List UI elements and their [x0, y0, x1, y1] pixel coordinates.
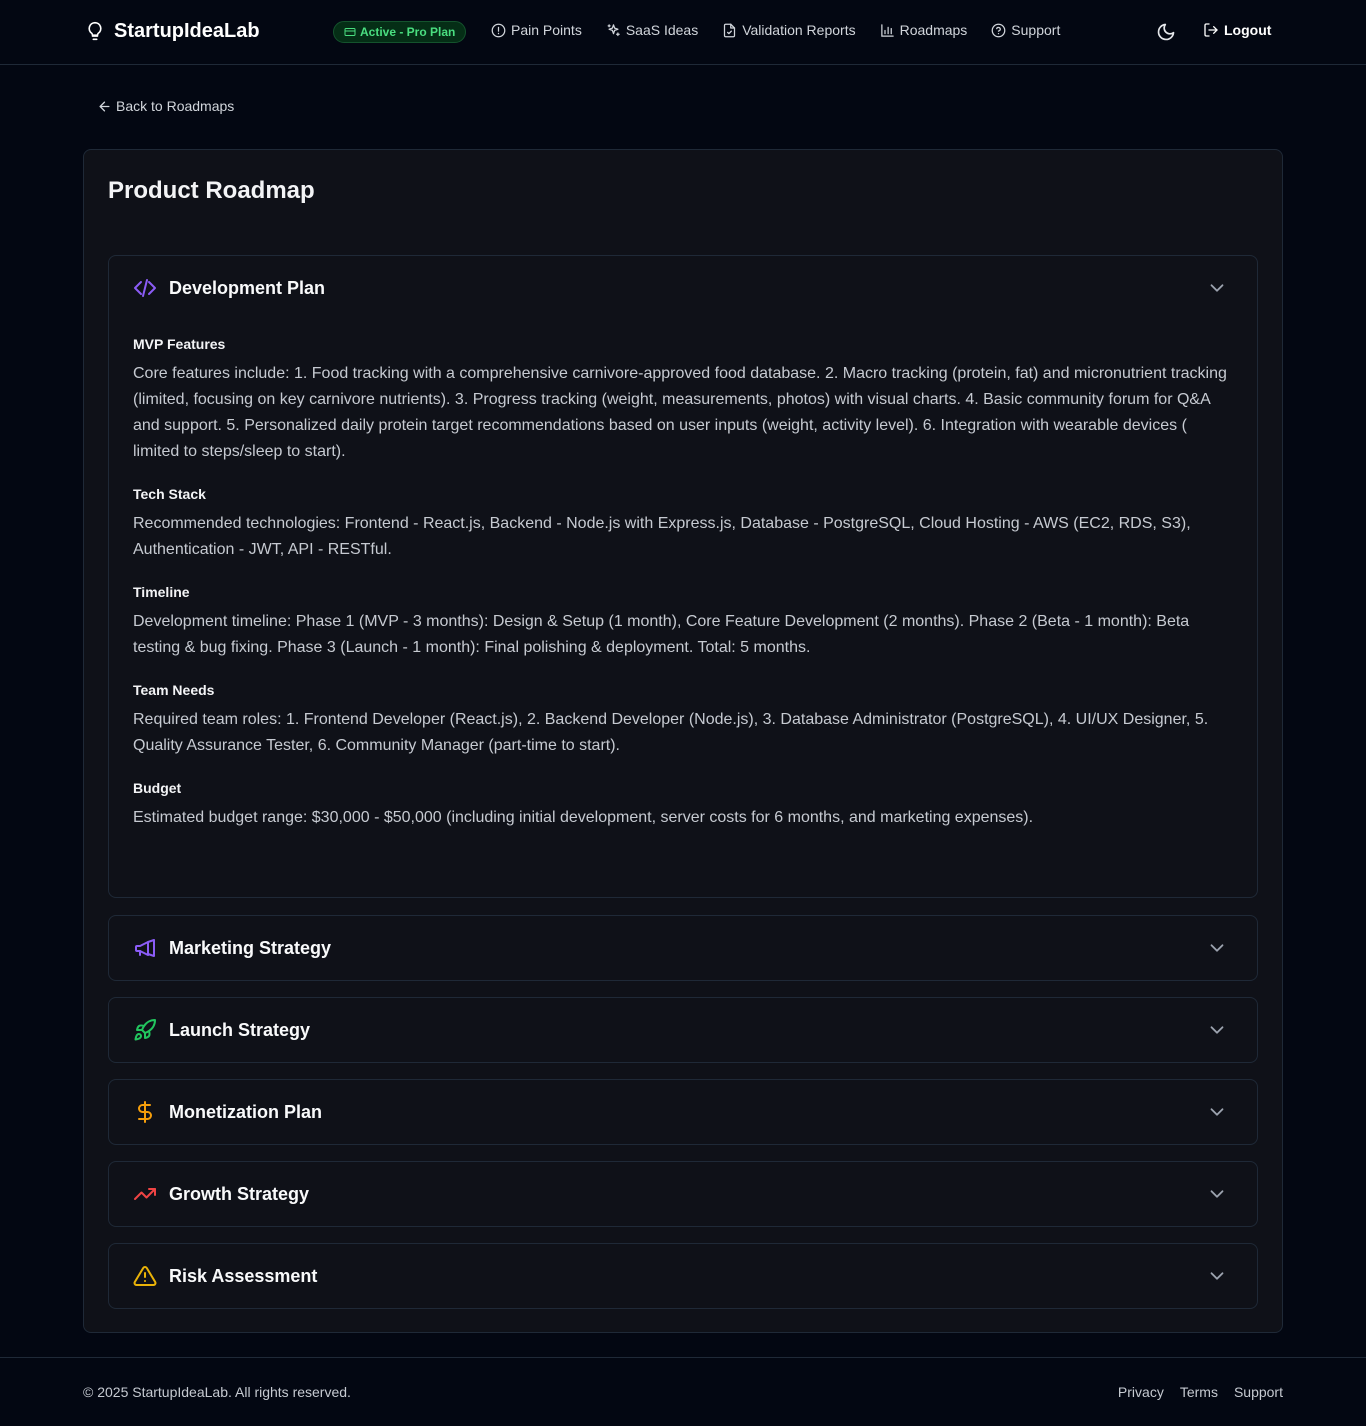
section-header[interactable]: [109, 1162, 1257, 1226]
brand-name: StartupIdeaLab: [114, 19, 260, 42]
nav-item-pain-points[interactable]: [491, 22, 582, 38]
field-text: Estimated budget range: $30,000 - $50,000 (including initial development, server costs for 6 months, and marketing expenses).: [133, 809, 1034, 826]
nav-item-label: Pain Points: [511, 22, 582, 38]
help-circle-icon: [991, 23, 1006, 38]
nav-item-validation-reports[interactable]: [722, 22, 855, 38]
plan-badge-label: Active - Pro Plan: [360, 25, 456, 39]
credit-card-icon: [344, 26, 356, 38]
nav-item-label: Roadmaps: [899, 22, 968, 38]
section-title: Marketing Strategy: [169, 937, 332, 958]
section-header[interactable]: [109, 998, 1257, 1062]
roadmap-card: [83, 149, 1283, 1333]
section-header[interactable]: [109, 1080, 1257, 1144]
section-body: [109, 320, 1257, 831]
trending-up-icon: [133, 1182, 157, 1206]
section-marketing-strategy: [108, 915, 1258, 981]
section-title: Monetization Plan: [169, 1101, 322, 1122]
page-footer: [0, 1357, 1366, 1426]
field-timeline: [133, 584, 1233, 661]
section-header[interactable]: [109, 916, 1257, 980]
field-text: Recommended technologies: Frontend - React.js, Backend - Node.js with Express.js, Database - PostgreSQL, Cloud Hosting - AWS (EC2, RDS, S3), Authentication - JWT, API - RESTful.: [133, 515, 1191, 558]
lightbulb-icon: [85, 19, 105, 43]
copyright-text: © 2025 StartupIdeaLab. All rights reserved.: [83, 1384, 351, 1400]
logout-icon: [1203, 22, 1219, 38]
chevron-down-icon[interactable]: [1206, 1183, 1228, 1205]
nav-item-label: Support: [1011, 22, 1061, 38]
back-to-roadmaps-link[interactable]: [97, 98, 234, 114]
bar-chart-icon: [880, 23, 895, 38]
field-mvp-features: [133, 336, 1233, 465]
section-launch-strategy: [108, 997, 1258, 1063]
chevron-down-icon[interactable]: [1206, 1265, 1228, 1287]
rocket-icon: [133, 1018, 157, 1042]
brand-logo[interactable]: [85, 19, 260, 43]
megaphone-icon: [133, 936, 157, 960]
field-team-needs: [133, 682, 1233, 759]
top-nav-bar: [0, 0, 1366, 65]
sparkles-icon: [606, 23, 621, 38]
alert-circle-icon: [491, 23, 506, 38]
warning-icon: [133, 1264, 157, 1288]
main-nav: [491, 22, 1060, 38]
section-header[interactable]: [109, 256, 1257, 320]
footer-link-privacy[interactable]: Privacy: [1117, 1384, 1164, 1400]
field-heading: Budget: [133, 780, 182, 796]
section-title: Launch Strategy: [169, 1019, 311, 1040]
field-heading: Tech Stack: [133, 486, 206, 502]
section-growth-strategy: [108, 1161, 1258, 1227]
section-development-plan: [108, 255, 1258, 898]
arrow-left-icon: [97, 99, 112, 114]
back-link-label: Back to Roadmaps: [116, 98, 235, 114]
field-text: Core features include: 1. Food tracking with a comprehensive carnivore-approved food database. 2. Macro tracking (protein, fat) and micronutrient tracking (limited, focusing on key carnivore nutrients). 3. Progress tracking (weight, measurements, photos) with visual charts. 4. Basic community forum for Q&A and support. 5. Personalized daily protein target recommendations based on user inputs (weight, activity level). 6. Integration with wearable devices ( limited to steps/sleep to start).: [133, 365, 1227, 460]
nav-item-roadmaps[interactable]: [880, 22, 968, 38]
page-title: Product Roadmap: [108, 177, 315, 204]
section-title: Risk Assessment: [169, 1265, 318, 1286]
code-icon: [133, 276, 157, 300]
footer-link-terms[interactable]: Terms: [1179, 1384, 1218, 1400]
logout-button[interactable]: [1203, 22, 1271, 38]
field-heading: MVP Features: [133, 336, 226, 352]
dollar-icon: [133, 1100, 157, 1124]
nav-item-label: SaaS Ideas: [625, 22, 699, 38]
moon-icon[interactable]: [1156, 22, 1176, 42]
footer-links: [1118, 1384, 1283, 1400]
section-title: Development Plan: [169, 277, 326, 298]
section-risk-assessment: [108, 1243, 1258, 1309]
file-check-icon: [722, 23, 737, 38]
field-text: Required team roles: 1. Frontend Developer (React.js), 2. Backend Developer (Node.js), 3. Database Administrator (PostgreSQL), 4. UI/UX Designer, 5. Quality Assurance Tester, 6. Community Manager (part-time to start).: [133, 711, 1209, 754]
field-heading: Team Needs: [133, 682, 215, 698]
logout-label: Logout: [1224, 22, 1272, 38]
field-tech-stack: [133, 486, 1233, 563]
section-title: Growth Strategy: [169, 1183, 310, 1204]
nav-item-saas-ideas[interactable]: [606, 22, 698, 38]
chevron-down-icon[interactable]: [1206, 277, 1228, 299]
field-budget: [133, 780, 1233, 831]
chevron-down-icon[interactable]: [1206, 1101, 1228, 1123]
section-monetization-plan: [108, 1079, 1258, 1145]
field-text: Development timeline: Phase 1 (MVP - 3 months): Design & Setup (1 month), Core Feature Development (2 months). Phase 2 (Beta - 1 month): Beta testing & bug fixing. Phase 3 (Launch - 1 month): Final polishing & deployment. Total: 5 months.: [133, 613, 1190, 656]
chevron-down-icon[interactable]: [1206, 937, 1228, 959]
chevron-down-icon[interactable]: [1206, 1019, 1228, 1041]
nav-item-support[interactable]: [991, 22, 1060, 38]
section-header[interactable]: [109, 1244, 1257, 1308]
nav-item-label: Validation Reports: [742, 22, 856, 38]
field-heading: Timeline: [133, 584, 190, 600]
plan-status-badge: [333, 21, 466, 43]
footer-link-support[interactable]: Support: [1233, 1384, 1283, 1400]
